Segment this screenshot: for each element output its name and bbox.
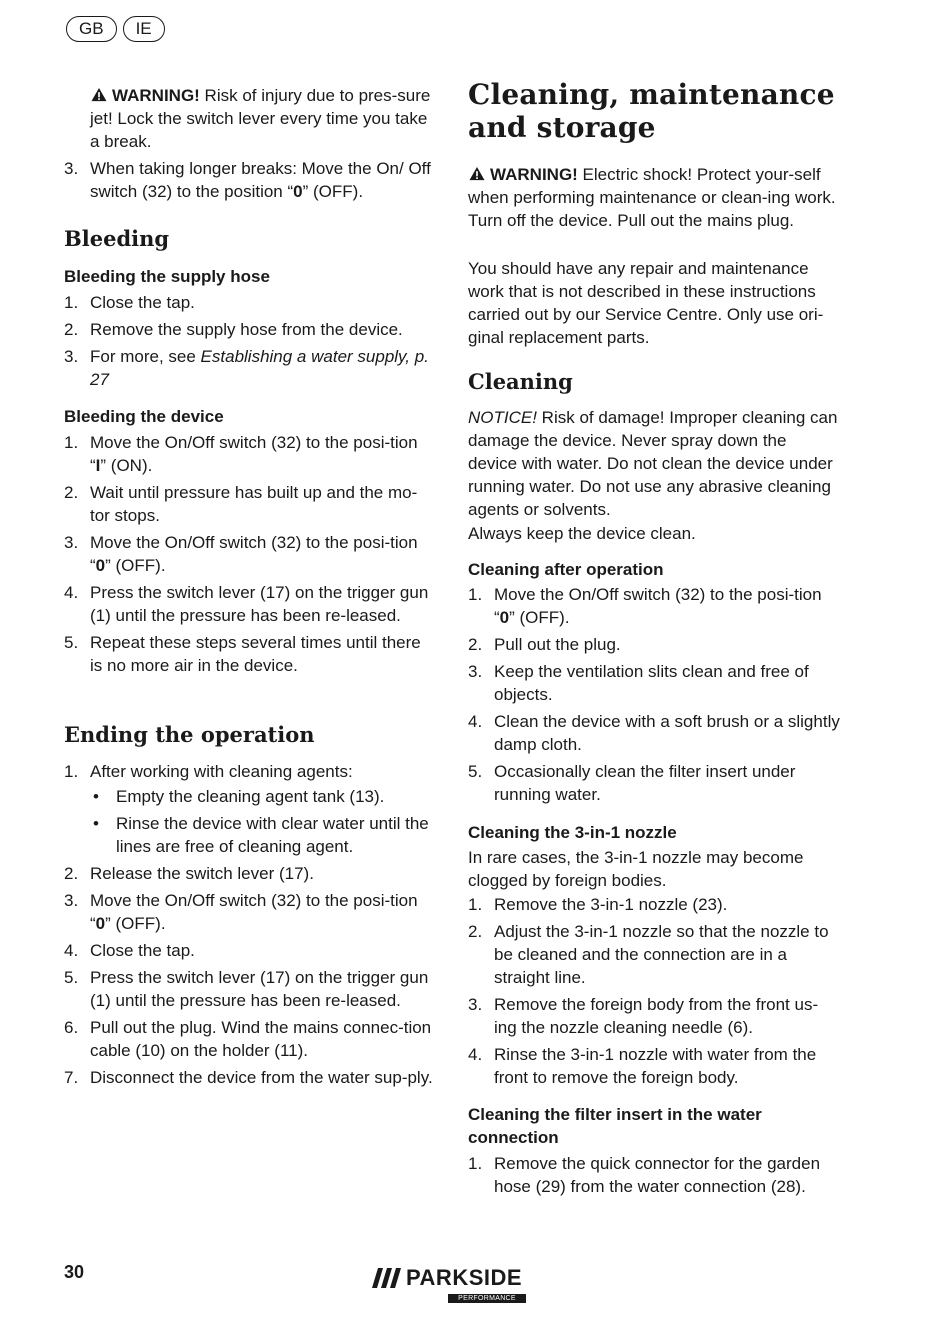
item-number: 5. xyxy=(64,633,79,652)
list-item xyxy=(468,893,840,916)
list-item xyxy=(64,431,436,477)
bleeding-supply-list xyxy=(64,291,436,395)
warning-text: Electric shock! Protect your-self when performing maintenance or clean-ing work. Turn off the device. Pull out the mains plug. xyxy=(468,165,836,230)
item-text: Move the On/Off switch (32) to the posi-tion “ xyxy=(90,533,418,575)
item-bold: 0 xyxy=(293,182,303,201)
item-text: Move the On/Off switch (32) to the posi-tion “ xyxy=(90,433,418,475)
item-text: For more, see xyxy=(90,347,201,366)
item-text-end: ” (OFF). xyxy=(105,914,166,933)
item-number: 3. xyxy=(468,662,483,681)
item-text: Press the switch lever (17) on the trigger gun (1) until the pressure has been re-leased. xyxy=(90,968,429,1010)
item-number: 1. xyxy=(468,1154,483,1173)
parkside-logo xyxy=(372,1265,532,1302)
logo-wordmark: PARKSIDE xyxy=(406,1265,523,1290)
ending-operation-list xyxy=(64,760,436,1093)
item-text: Remove the supply hose from the device. xyxy=(90,320,403,339)
item-text: Remove the foreign body from the front us-ing the nozzle cleaning needle (6). xyxy=(494,995,819,1037)
item-number: 2. xyxy=(64,864,79,883)
page-title: Cleaning, maintenance and storage xyxy=(468,78,835,144)
item-number: 2. xyxy=(64,483,79,502)
warning-label: WARNING! xyxy=(490,165,578,184)
item-text: Pull out the plug. xyxy=(494,635,621,654)
lang-badge-ie: IE xyxy=(123,16,165,42)
item-text-end: ” (OFF). xyxy=(302,182,364,201)
item-text: When taking longer breaks: Move the On/ Off switch (32) to the position “ xyxy=(90,159,431,201)
heading-cleaning: Cleaning xyxy=(468,369,573,394)
list-item xyxy=(468,583,840,629)
bullet-dot: • xyxy=(93,814,99,833)
item-number: 3. xyxy=(64,159,79,178)
item-number: 1. xyxy=(64,762,79,781)
item-number: 2. xyxy=(468,635,483,654)
item-number: 1. xyxy=(64,293,79,312)
item-number: 3. xyxy=(64,891,79,910)
bullet-list xyxy=(90,785,436,858)
list-item xyxy=(468,760,840,806)
break-steps-list xyxy=(64,157,436,207)
item-text: Release the switch lever (17). xyxy=(90,864,314,883)
bullet-text: Rinse the device with clear water until the lines are free of cleaning agent. xyxy=(116,814,429,856)
list-item xyxy=(468,710,840,756)
item-bold: I xyxy=(95,456,101,475)
item-bold: 0 xyxy=(95,914,106,933)
list-item xyxy=(64,1066,436,1089)
list-item xyxy=(64,966,436,1012)
cleaning-nozzle-list xyxy=(468,893,840,1093)
bullet-text: Empty the cleaning agent tank (13). xyxy=(116,787,385,806)
bullet-item xyxy=(90,812,436,858)
item-number: 4. xyxy=(64,583,79,602)
item-text-end: ” (ON). xyxy=(100,456,153,475)
page-number: 30 xyxy=(64,1262,85,1282)
item-number: 6. xyxy=(64,1018,79,1037)
logo-performance-bar: PERFORMANCE xyxy=(448,1294,526,1303)
subheading-bleeding-supply-hose: Bleeding the supply hose xyxy=(64,267,270,286)
language-badges xyxy=(66,16,165,42)
item-number: 1. xyxy=(468,585,483,604)
subheading-cleaning-nozzle: Cleaning the 3-in-1 nozzle xyxy=(468,823,677,842)
warning-triangle-icon xyxy=(90,87,108,102)
item-text: Move the On/Off switch (32) to the posi-tion “ xyxy=(494,585,822,627)
item-bold: 0 xyxy=(499,608,510,627)
cleaning-after-operation-list xyxy=(468,583,840,810)
warning-triangle-icon xyxy=(468,166,486,181)
subheading-cleaning-after-operation: Cleaning after operation xyxy=(468,560,664,579)
warning-electric-shock xyxy=(468,163,840,232)
list-item xyxy=(64,481,436,527)
list-item xyxy=(64,760,436,858)
item-number: 7. xyxy=(64,1068,79,1087)
list-item xyxy=(468,633,840,656)
item-italic-reference: Establishing a water supply, p. 27 xyxy=(90,347,429,389)
heading-ending-operation: Ending the operation xyxy=(64,722,315,747)
item-number: 5. xyxy=(468,762,483,781)
list-item xyxy=(64,631,436,677)
item-text: Rinse the 3-in-1 nozzle with water from the front to remove the foreign body. xyxy=(494,1045,817,1087)
heading-bleeding: Bleeding xyxy=(64,226,170,251)
item-number: 4. xyxy=(64,941,79,960)
item-text: After working with cleaning agents: xyxy=(90,762,353,781)
list-item xyxy=(64,345,436,391)
list-item xyxy=(468,660,840,706)
logo-slashes-icon xyxy=(372,1268,402,1288)
item-text: Occasionally clean the filter insert under running water. xyxy=(494,762,796,804)
warning-text: Risk of injury due to pres-sure jet! Lock the switch lever every time you take a break. xyxy=(90,86,431,151)
item-text: Close the tap. xyxy=(90,941,195,960)
item-number: 5. xyxy=(64,968,79,987)
list-item xyxy=(64,581,436,627)
item-text: Repeat these steps several times until there is no more air in the device. xyxy=(90,633,421,675)
item-text: Remove the quick connector for the garden hose (29) from the water connection (28). xyxy=(494,1154,821,1196)
item-text: Clean the device with a soft brush or a slightly damp cloth. xyxy=(494,712,840,754)
item-text: Disconnect the device from the water sup-ply. xyxy=(90,1068,433,1087)
notice-label: NOTICE! xyxy=(468,408,537,427)
list-item xyxy=(64,157,436,203)
list-item xyxy=(64,318,436,341)
list-item xyxy=(64,939,436,962)
list-item xyxy=(64,531,436,577)
bullet-item xyxy=(90,785,436,808)
item-text-end: ” (OFF). xyxy=(509,608,570,627)
nozzle-intro: In rare cases, the 3-in-1 nozzle may become clogged by foreign bodies. xyxy=(468,848,804,890)
notice-text: Risk of damage! Improper cleaning can damage the device. Never spray down the device with water. Do not clean the device under running water. Do not use any abrasive cleaning agents or solvents. xyxy=(468,408,838,519)
repair-note: You should have any repair and maintenance work that is not described in these instructions carried out by our Service Centre. Only use ori-ginal replacement parts. xyxy=(468,259,824,347)
list-item xyxy=(64,889,436,935)
item-number: 3. xyxy=(64,533,79,552)
item-number: 1. xyxy=(468,895,483,914)
item-text: Press the switch lever (17) on the trigger gun (1) until the pressure has been re-leased. xyxy=(90,583,429,625)
item-text: Remove the 3-in-1 nozzle (23). xyxy=(494,895,728,914)
item-text: Keep the ventilation slits clean and free of objects. xyxy=(494,662,809,704)
item-number: 1. xyxy=(64,433,79,452)
warning-pressure-jet xyxy=(90,84,436,153)
item-text: Adjust the 3-in-1 nozzle so that the nozzle to be cleaned and the connection are in a straight line. xyxy=(494,922,829,987)
list-item xyxy=(468,993,840,1039)
item-number: 4. xyxy=(468,1045,483,1064)
item-text: Wait until pressure has built up and the mo-tor stops. xyxy=(90,483,418,525)
bullet-dot: • xyxy=(93,787,99,806)
bleeding-device-list xyxy=(64,431,436,681)
list-item xyxy=(64,1016,436,1062)
list-item xyxy=(64,862,436,885)
item-number: 4. xyxy=(468,712,483,731)
notice-damage xyxy=(468,406,840,521)
list-item xyxy=(64,291,436,314)
keep-clean-note: Always keep the device clean. xyxy=(468,524,696,543)
warning-label: WARNING! xyxy=(112,86,200,105)
list-item xyxy=(468,920,840,989)
item-number: 3. xyxy=(64,347,79,366)
list-item xyxy=(468,1043,840,1089)
item-number: 2. xyxy=(64,320,79,339)
item-number: 3. xyxy=(468,995,483,1014)
cleaning-filter-list xyxy=(468,1152,840,1202)
item-text: Pull out the plug. Wind the mains connec-tion cable (10) on the holder (11). xyxy=(90,1018,432,1060)
item-text: Move the On/Off switch (32) to the posi-tion “ xyxy=(90,891,418,933)
list-item xyxy=(468,1152,840,1198)
item-number: 2. xyxy=(468,922,483,941)
item-bold: 0 xyxy=(95,556,106,575)
item-text: Close the tap. xyxy=(90,293,195,312)
lang-badge-gb: GB xyxy=(66,16,117,42)
subheading-cleaning-filter-insert: Cleaning the filter insert in the water connection xyxy=(468,1105,762,1147)
subheading-bleeding-device: Bleeding the device xyxy=(64,407,224,426)
item-text-end: ” (OFF). xyxy=(105,556,166,575)
